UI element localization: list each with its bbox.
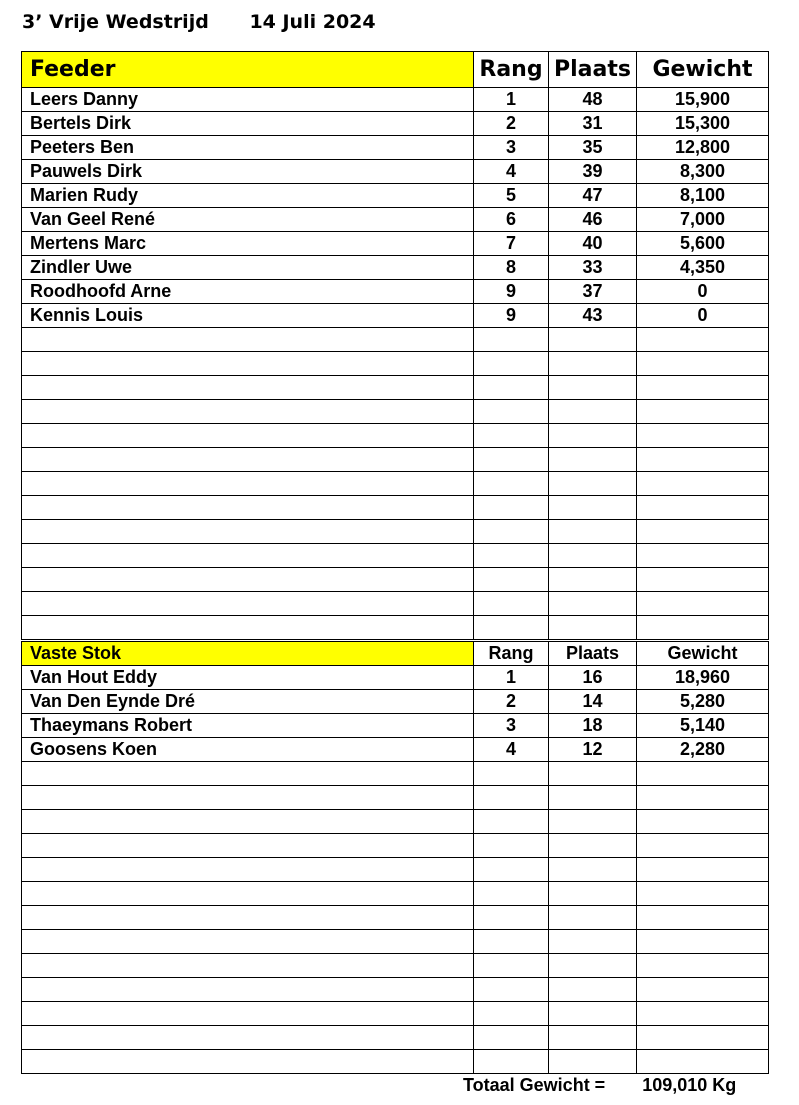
competitor-name [22,1002,474,1026]
weight-header: Gewicht [637,642,769,666]
competitor-name [22,544,474,568]
place-cell: 16 [549,666,637,690]
competitor-name [22,882,474,906]
rank-cell [474,882,549,906]
weight-cell: 8,100 [637,184,769,208]
place-cell [549,352,637,376]
place-cell: 48 [549,88,637,112]
competitor-name: Van Hout Eddy [22,666,474,690]
event-title: 3’ Vrije Wedstrijd [22,11,209,33]
table-row [22,136,769,160]
competitor-name [22,930,474,954]
rank-cell [474,954,549,978]
place-cell [549,858,637,882]
competitor-name: Goosens Koen [22,738,474,762]
rank-cell [474,858,549,882]
place-cell: 18 [549,714,637,738]
place-cell [549,520,637,544]
place-header: Plaats [549,642,637,666]
weight-cell [637,616,769,640]
competitor-name [22,954,474,978]
empty-row [22,616,769,640]
competitor-name: Marien Rudy [22,184,474,208]
place-cell: 37 [549,280,637,304]
place-cell [549,544,637,568]
weight-cell [637,1026,769,1050]
rank-cell [474,376,549,400]
competitor-name: Peeters Ben [22,136,474,160]
weight-cell [637,858,769,882]
competitor-name [22,496,474,520]
table-row [22,690,769,714]
competitor-name [22,424,474,448]
empty-row [22,1050,769,1074]
rank-cell [474,762,549,786]
feeder-table [21,51,769,640]
rank-cell [474,1002,549,1026]
rank-cell [474,810,549,834]
empty-row [22,810,769,834]
place-cell [549,882,637,906]
place-cell [549,1026,637,1050]
empty-row [22,376,769,400]
empty-row [22,762,769,786]
weight-cell [637,882,769,906]
rank-cell: 2 [474,112,549,136]
weight-cell [637,1002,769,1026]
empty-row [22,592,769,616]
empty-row [22,834,769,858]
table-row [22,112,769,136]
competitor-name [22,448,474,472]
competitor-name [22,400,474,424]
place-cell [549,834,637,858]
rank-cell [474,520,549,544]
competitor-name: Roodhoofd Arne [22,280,474,304]
empty-row [22,1002,769,1026]
weight-cell [637,978,769,1002]
table-row [22,256,769,280]
competitor-name [22,616,474,640]
competitor-name: Leers Danny [22,88,474,112]
weight-cell [637,544,769,568]
total-weight [463,1075,736,1096]
rank-cell [474,352,549,376]
rank-cell: 9 [474,304,549,328]
place-cell: 47 [549,184,637,208]
rank-cell: 4 [474,738,549,762]
rank-cell: 6 [474,208,549,232]
rank-cell [474,1050,549,1074]
competitor-name [22,906,474,930]
place-cell [549,762,637,786]
competitor-name [22,376,474,400]
weight-cell [637,400,769,424]
rank-header: Rang [474,52,549,88]
weight-cell [637,520,769,544]
weight-cell: 4,350 [637,256,769,280]
weight-cell [637,810,769,834]
weight-cell: 18,960 [637,666,769,690]
place-cell: 46 [549,208,637,232]
rank-cell: 2 [474,690,549,714]
weight-cell [637,954,769,978]
empty-row [22,544,769,568]
place-cell: 39 [549,160,637,184]
rank-cell [474,568,549,592]
rank-cell [474,906,549,930]
vaste-stok-table [21,641,769,1074]
empty-row [22,520,769,544]
empty-row [22,448,769,472]
rank-cell [474,544,549,568]
competitor-name [22,568,474,592]
rank-cell [474,930,549,954]
rank-cell: 8 [474,256,549,280]
competitor-name [22,592,474,616]
table-row [22,160,769,184]
total-label: Totaal Gewicht = [463,1075,606,1095]
weight-cell: 5,600 [637,232,769,256]
rank-header: Rang [474,642,549,666]
empty-row [22,1026,769,1050]
place-cell: 14 [549,690,637,714]
empty-row [22,954,769,978]
competitor-name [22,472,474,496]
weight-cell: 5,280 [637,690,769,714]
empty-row [22,496,769,520]
competitor-name [22,978,474,1002]
rank-cell: 3 [474,136,549,160]
rank-cell [474,834,549,858]
competitor-name: Thaeymans Robert [22,714,474,738]
empty-row [22,858,769,882]
rank-cell [474,400,549,424]
rank-cell [474,978,549,1002]
place-cell [549,616,637,640]
event-date: 14 Juli 2024 [249,11,376,33]
weight-cell [637,592,769,616]
rank-cell: 1 [474,88,549,112]
empty-row [22,930,769,954]
weight-cell [637,906,769,930]
empty-row [22,472,769,496]
empty-row [22,882,769,906]
weight-cell [637,496,769,520]
competitor-name [22,1050,474,1074]
rank-cell [474,786,549,810]
weight-cell: 5,140 [637,714,769,738]
place-cell: 40 [549,232,637,256]
weight-cell [637,328,769,352]
weight-cell [637,376,769,400]
feeder-category-header: Feeder [22,52,474,88]
competitor-name [22,762,474,786]
place-cell [549,1002,637,1026]
table-row [22,208,769,232]
weight-cell [637,762,769,786]
weight-cell [637,786,769,810]
competitor-name [22,1026,474,1050]
weight-cell: 15,900 [637,88,769,112]
place-cell [549,930,637,954]
competitor-name: Zindler Uwe [22,256,474,280]
competitor-name [22,810,474,834]
place-cell [549,954,637,978]
rank-cell: 5 [474,184,549,208]
rank-cell: 1 [474,666,549,690]
weight-cell: 8,300 [637,160,769,184]
place-cell [549,568,637,592]
competitor-name [22,858,474,882]
weight-cell: 12,800 [637,136,769,160]
rank-cell [474,592,549,616]
vaste-stok-category-header: Vaste Stok [22,642,474,666]
rank-cell: 9 [474,280,549,304]
place-cell: 12 [549,738,637,762]
place-cell [549,786,637,810]
rank-cell [474,448,549,472]
place-cell [549,592,637,616]
rank-cell: 4 [474,160,549,184]
competitor-name: Van Geel René [22,208,474,232]
weight-cell [637,352,769,376]
competitor-name: Kennis Louis [22,304,474,328]
table-row [22,666,769,690]
competitor-name [22,520,474,544]
empty-row [22,400,769,424]
empty-row [22,424,769,448]
empty-row [22,786,769,810]
table-row [22,280,769,304]
page-title [22,11,376,39]
weight-cell: 0 [637,280,769,304]
feeder-body [22,88,769,640]
place-cell [549,424,637,448]
competitor-name: Van Den Eynde Dré [22,690,474,714]
competitor-name: Mertens Marc [22,232,474,256]
weight-header: Gewicht [637,52,769,88]
weight-cell [637,834,769,858]
place-cell [549,400,637,424]
place-cell [549,448,637,472]
place-cell [549,328,637,352]
feeder-header-row [22,52,769,88]
weight-cell [637,448,769,472]
rank-cell [474,1026,549,1050]
competitor-name [22,352,474,376]
empty-row [22,352,769,376]
competitor-name: Pauwels Dirk [22,160,474,184]
rank-cell: 3 [474,714,549,738]
weight-cell: 2,280 [637,738,769,762]
empty-row [22,978,769,1002]
competitor-name [22,834,474,858]
weight-cell: 15,300 [637,112,769,136]
weight-cell [637,568,769,592]
empty-row [22,568,769,592]
empty-row [22,328,769,352]
table-row [22,304,769,328]
place-header: Plaats [549,52,637,88]
table-row [22,738,769,762]
competitor-name: Bertels Dirk [22,112,474,136]
place-cell: 35 [549,136,637,160]
place-cell: 43 [549,304,637,328]
rank-cell [474,472,549,496]
place-cell: 31 [549,112,637,136]
rank-cell [474,496,549,520]
vaste-stok-body [22,666,769,1074]
rank-cell [474,616,549,640]
table-row [22,232,769,256]
rank-cell [474,424,549,448]
table-row [22,714,769,738]
table-row [22,88,769,112]
weight-cell: 7,000 [637,208,769,232]
place-cell [549,496,637,520]
weight-cell: 0 [637,304,769,328]
place-cell [549,978,637,1002]
place-cell: 33 [549,256,637,280]
table-row [22,184,769,208]
total-value: 109,010 Kg [642,1075,737,1095]
competitor-name [22,328,474,352]
weight-cell [637,472,769,496]
weight-cell [637,930,769,954]
weight-cell [637,1050,769,1074]
place-cell [549,810,637,834]
rank-cell: 7 [474,232,549,256]
competitor-name [22,786,474,810]
weight-cell [637,424,769,448]
place-cell [549,906,637,930]
empty-row [22,906,769,930]
vaste-stok-header-row [22,642,769,666]
rank-cell [474,328,549,352]
place-cell [549,472,637,496]
place-cell [549,376,637,400]
place-cell [549,1050,637,1074]
